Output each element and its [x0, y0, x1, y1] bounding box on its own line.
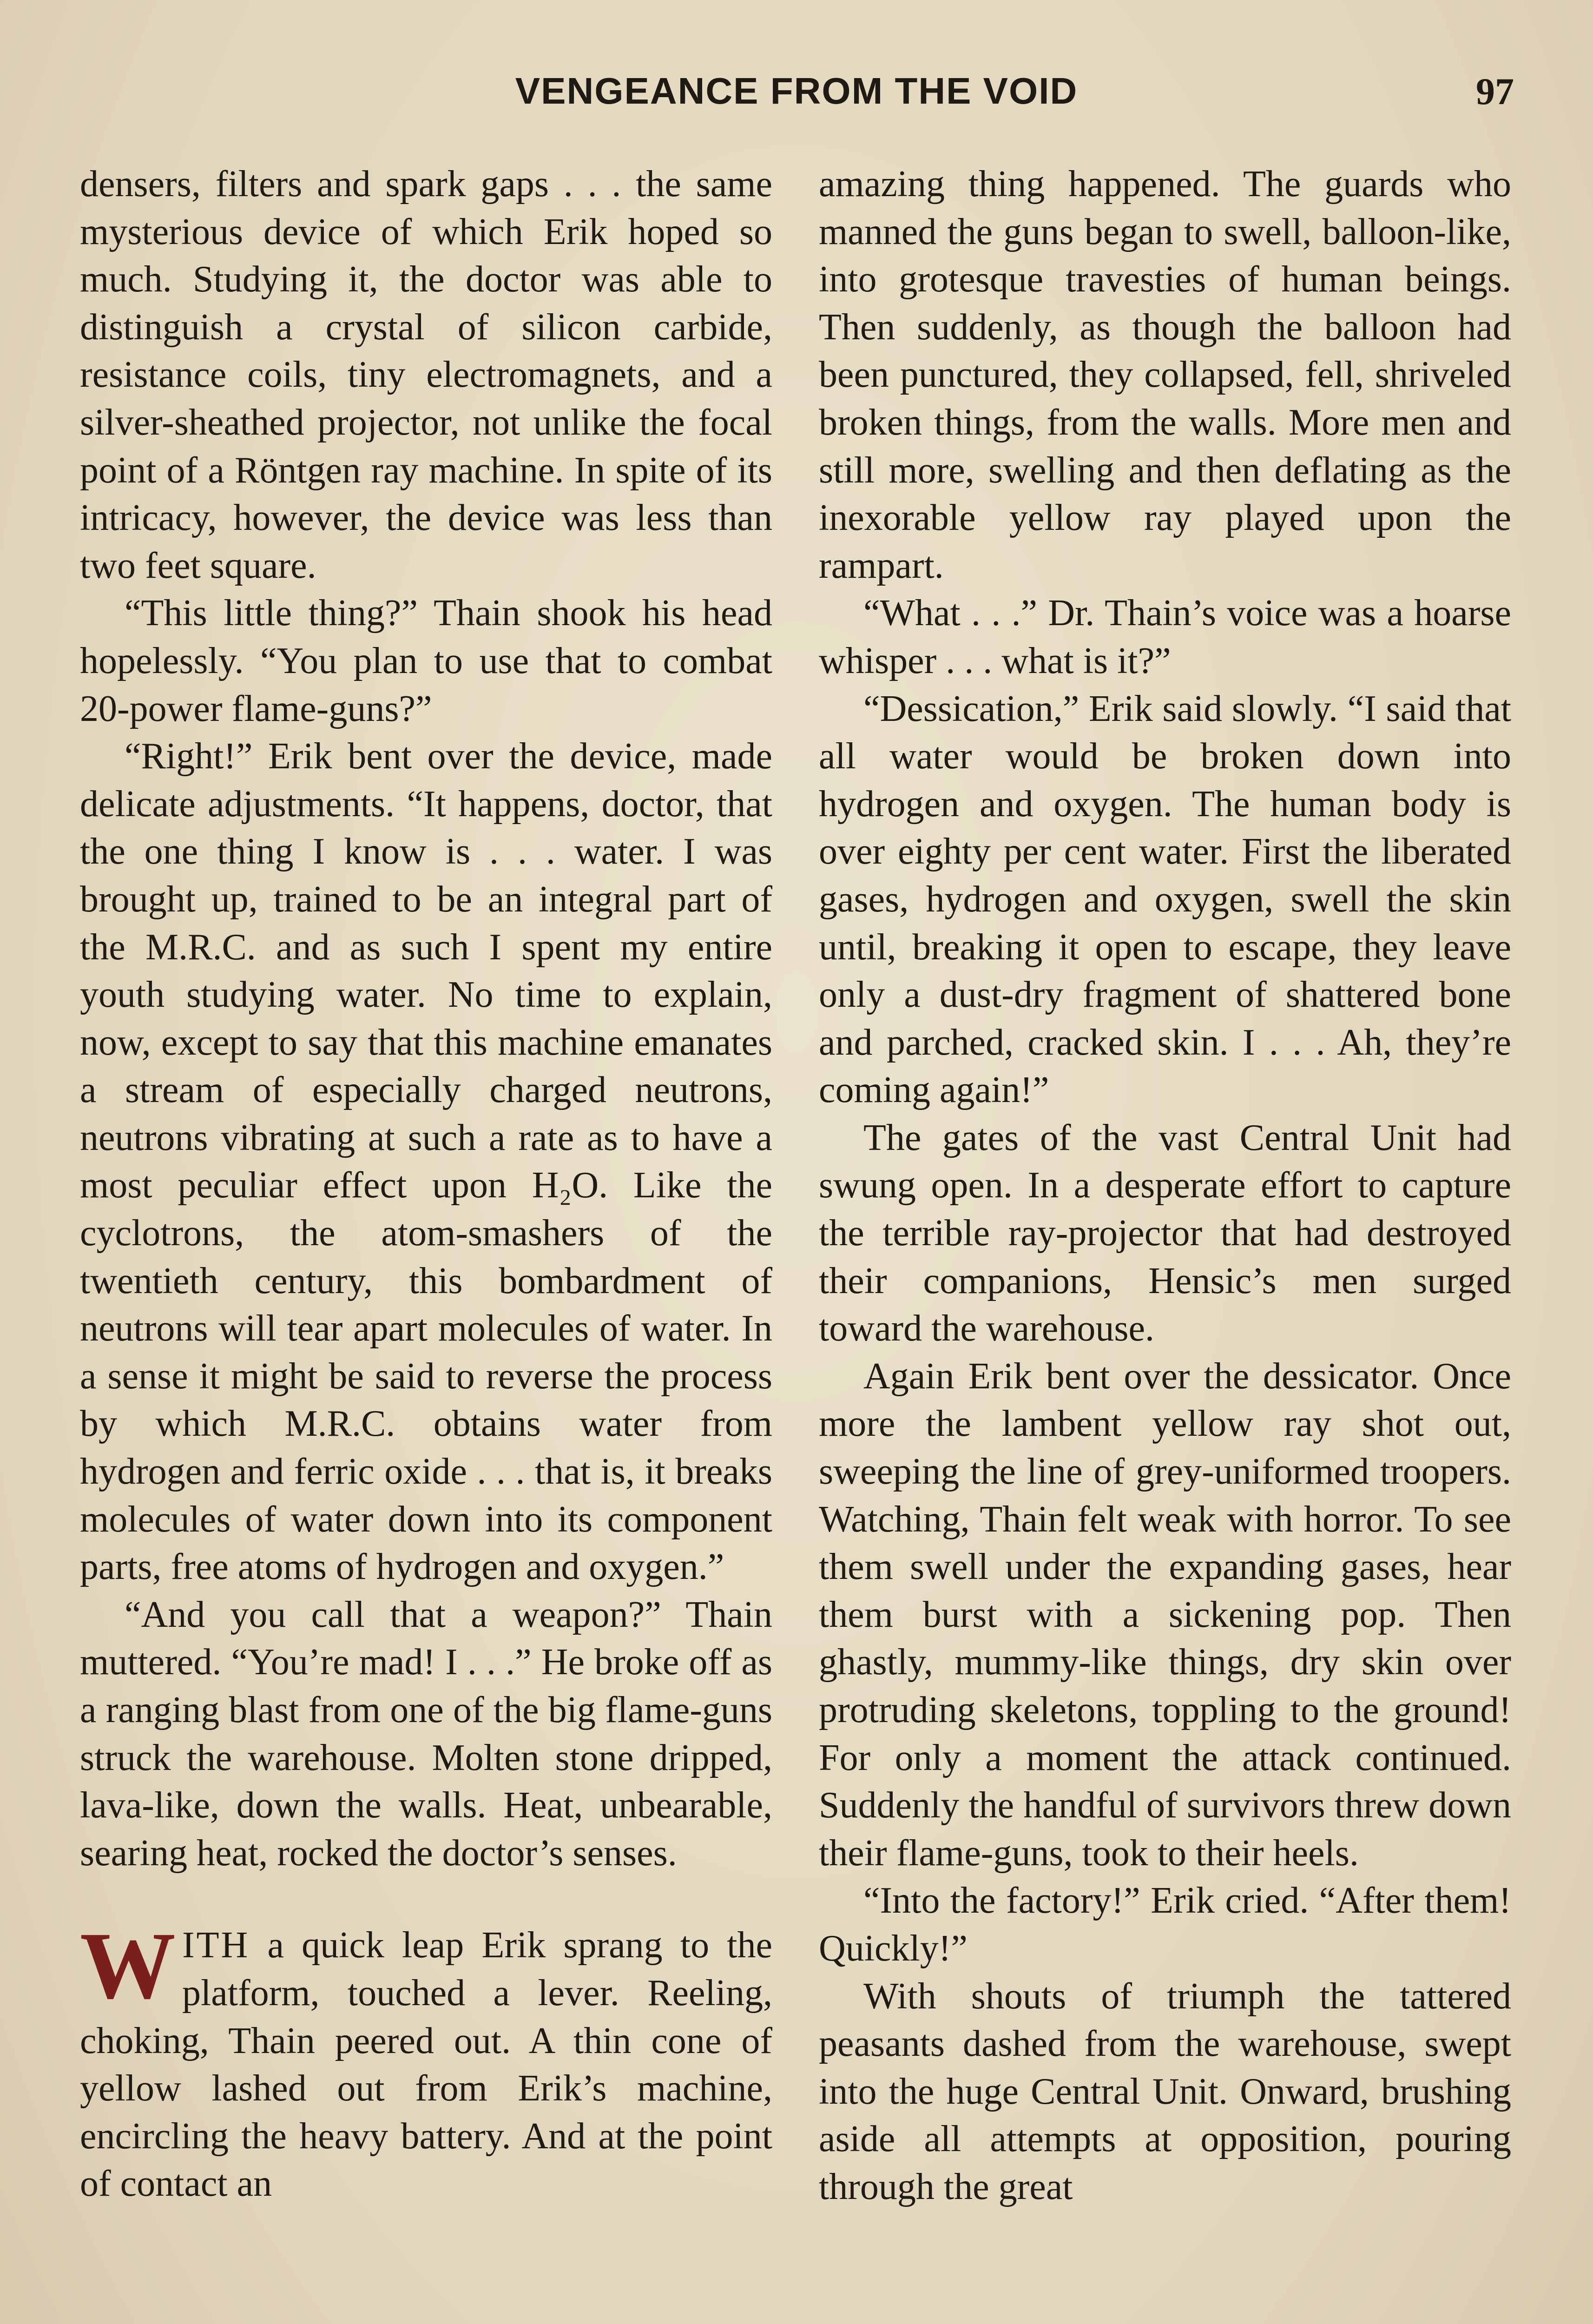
section-break [80, 1877, 772, 1921]
page-header [79, 70, 1514, 121]
paragraph: “Into the factory!” Erik cried. “After them! Quickly!” [819, 1880, 1511, 1969]
page-number: 97 [1476, 70, 1514, 112]
paragraph: The gates of the vast Central Unit had swung open. In a desperate effort to capture the terrible ray-projector that had destroyed their companions, Hensic’s men surged toward the warehouse. [819, 1117, 1511, 1349]
paragraph: “Right!” Erik bent over the device, made delicate adjustments. “It happens, doctor, that the one thing I know is . . . water. I was brought up, trained to be an integral part of the M.R.C. and as such I spent my entire youth studying water. No time to explain, now, except to say that this machine emanates a stream of especially charged neutrons, neutrons vibrating at such a rate as to have a most peculiar effect upon H₂O. Like the cyclotrons, the atom-smashers of the twentieth century, this bombardment of neutrons will tear apart molecules of water. In a sense it might be said to reverse the process by which M.R.C. obtains water from hydrogen and ferric oxide . . . that is, it breaks molecules of water down into its component parts, free atoms of hydrogen and oxygen.” [80, 736, 772, 1588]
paragraph: With shouts of triumph the tattered peasants dashed from the warehouse, swept into the huge Central Unit. Onward, brushing aside all attempts at opposition, pouring through the great [819, 1975, 1511, 2207]
paragraph: “And you call that a weapon?” Thain muttered. “You’re mad! I . . .” He broke off as a ranging blast from one of the big flame-guns struck the warehouse. Molten stone dripped, lava-like, down the walls. Heat, unbearable, searing heat, rocked the doctor’s senses. [80, 1594, 772, 1874]
paragraph: “Dessication,” Erik said slowly. “I said that all water would be broken down into hydrogen and oxygen. The human body is over eighty per cent water. First the liberated gases, hydrogen and oxygen, swell the skin until, breaking it open to escape, they leave only a dust-dry fragment of shattered bone and parched, cracked skin. I . . . Ah, they’re coming again!” [819, 688, 1511, 1111]
right-column [819, 160, 1511, 2211]
dropcap-text: a quick leap Erik sprang to the platform, touched a lever. Reeling, choking, Thain peered out. A thin cone of yellow lashed out from Erik’s machine, encircling the heavy battery. And at the point of contact an [80, 1925, 772, 2205]
dropcap-paragraph [80, 1912, 772, 2208]
paragraph: “This little thing?” Thain shook his head hopelessly. “You plan to use that to combat 20-power flame-guns?” [80, 593, 772, 729]
paragraph: “What . . .” Dr. Thain’s voice was a hoarse whisper . . . what is it?” [819, 593, 1511, 681]
drop-cap: W [80, 1912, 176, 2019]
dropcap-lead: ITH [182, 1925, 250, 1966]
left-column [80, 160, 772, 2208]
paragraph: amazing thing happened. The guards who manned the guns began to swell, balloon-like, into grotesque travesties of human beings. Then suddenly, as though the balloon had been punctured, they collapsed, fell, shriveled broken things, from the walls. More men and still more, swelling and then deflating as the inexorable yellow ray played upon the rampart. [819, 164, 1511, 586]
paragraph: Again Erik bent over the dessicator. Once more the lambent yellow ray shot out, sweeping the line of grey-uniformed troopers. Watching, Thain felt weak with horror. To see them swell under the expanding gases, hear them burst with a sickening pop. Then ghastly, mummy-like things, dry skin over protruding skeletons, toppling to the ground! For only a moment the attack continued. Suddenly the handful of survivors threw down their flame-guns, took to their heels. [819, 1355, 1511, 1874]
paragraph: densers, filters and spark gaps . . . the same mysterious device of which Erik hoped so much. Studying it, the doctor was able to distinguish a crystal of silicon carbide, resistance coils, tiny electromagnets, and a silver-sheathed projector, not unlike the focal point of a Röntgen ray machine. In spite of its intricacy, however, the device was less than two feet square. [80, 164, 772, 586]
running-title: VENGEANCE FROM THE VOID [515, 70, 1078, 112]
